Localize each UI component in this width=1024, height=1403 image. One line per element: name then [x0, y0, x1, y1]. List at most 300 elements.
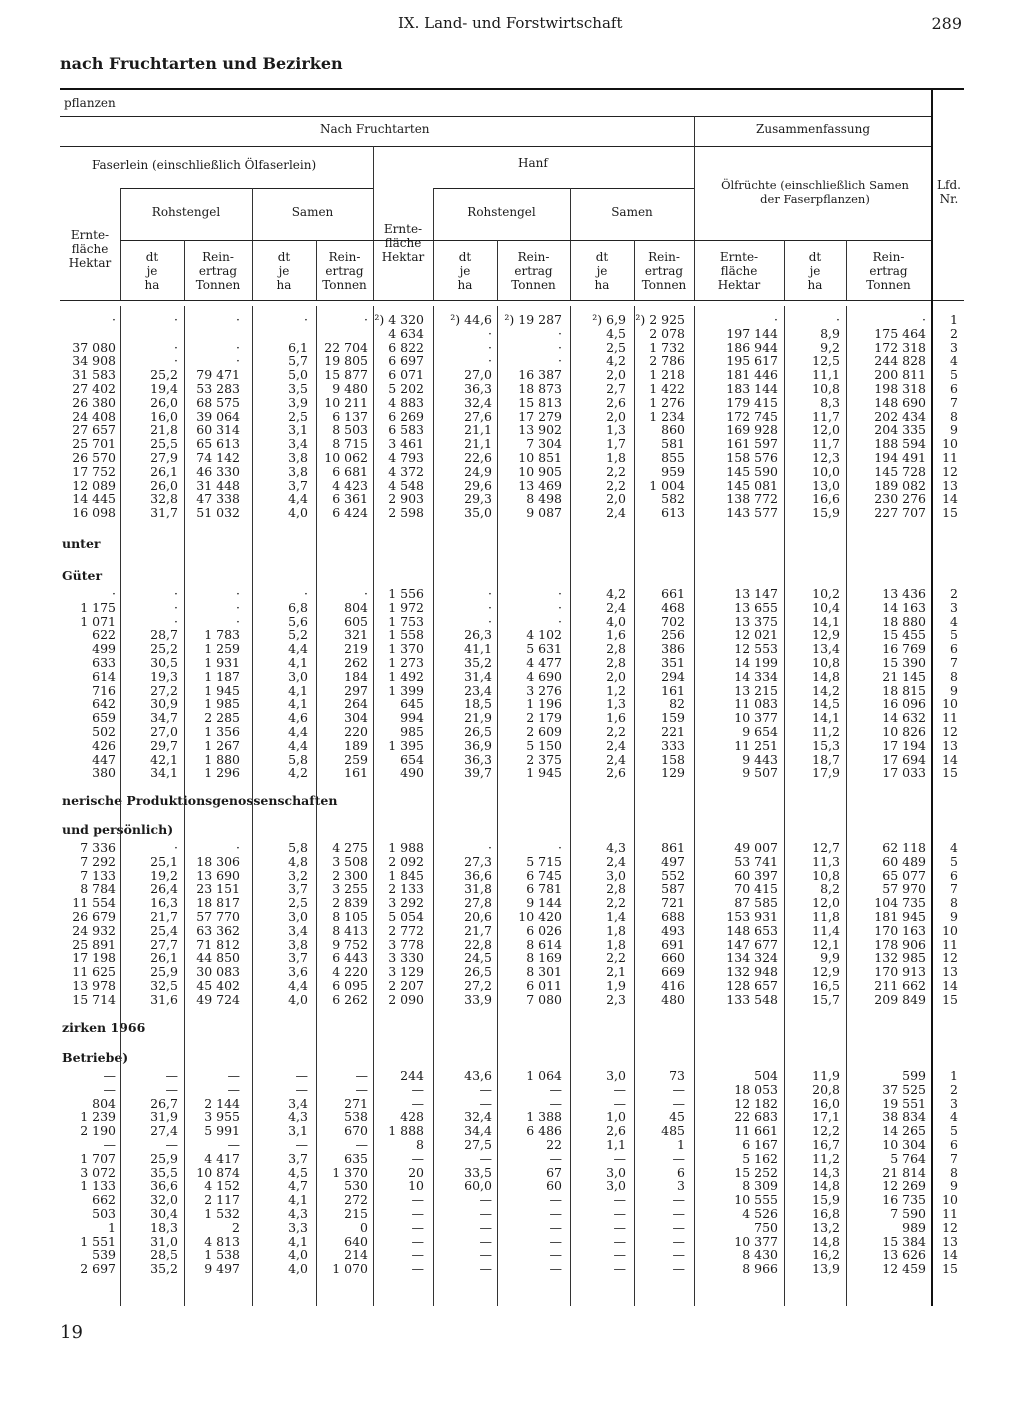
table-cell: 12,5: [812, 353, 840, 369]
row-number: 15: [942, 505, 958, 521]
table-cell: 8 413: [332, 922, 368, 938]
table-cell: 447: [92, 751, 116, 767]
table-cell: 181 945: [874, 909, 926, 924]
table-cell: 4 813: [204, 1233, 240, 1249]
table-cell: 1 004: [649, 477, 685, 493]
table-cell: 259: [344, 751, 368, 767]
table-cell: 16,7: [812, 1137, 840, 1152]
table-cell: 32,8: [150, 491, 178, 507]
table-cell: 1 845: [388, 867, 424, 883]
table-cell: 179 415: [726, 394, 778, 410]
table-cell: ·: [112, 312, 116, 327]
table-cell: 4 152: [204, 1178, 240, 1194]
table-cell: 11 083: [734, 696, 778, 712]
table-cell: 57 970: [882, 881, 926, 897]
hanf-roh-rein-h3: Tonnen: [511, 278, 556, 292]
row-number: 6: [950, 1137, 958, 1152]
row-number: 10: [942, 436, 958, 452]
table-cell: 1 239: [80, 1109, 116, 1125]
table-cell: 8 614: [526, 936, 562, 952]
table-cell: 21,1: [464, 422, 492, 438]
table-cell: 1 532: [204, 1206, 240, 1221]
table-cell: 49 007: [734, 840, 778, 855]
table-cell: ·: [174, 339, 178, 355]
table-cell: 30,5: [150, 655, 178, 670]
table-cell: 4,0: [288, 1261, 308, 1277]
table-cell: 60 397: [734, 867, 778, 883]
body-rule-5: [373, 306, 374, 1306]
table-cell: 133 548: [726, 991, 778, 1007]
table-cell: 31,8: [464, 881, 492, 897]
table-cell: —: [479, 1192, 492, 1208]
page-number: 289: [931, 14, 962, 33]
table-cell: 23 151: [196, 881, 240, 897]
table-cell: 32,5: [150, 978, 178, 993]
table-cell: 1 276: [649, 394, 685, 410]
table-cell: 158 576: [726, 450, 778, 465]
row-number: 12: [942, 1219, 958, 1235]
table-cell: 227 707: [874, 505, 926, 521]
table-cell: 87 585: [734, 895, 778, 911]
table-cell: 31,6: [150, 991, 178, 1007]
table-cell: 22,8: [464, 936, 492, 952]
table-cell: 22 683: [734, 1109, 778, 1125]
row-number: 13: [942, 964, 958, 980]
row-number: 6: [950, 381, 958, 396]
table-cell: 3,6: [288, 964, 308, 980]
oelfruechte-heading-line1: Ölfrüchte (einschließlich Samen: [721, 178, 909, 192]
table-cell: 19,2: [150, 867, 178, 883]
table-cell: 10 826: [882, 724, 926, 739]
table-cell: 14 632: [882, 710, 926, 726]
table-cell: —: [549, 1261, 562, 1277]
table-cell: 24,5: [464, 950, 492, 966]
table-cell: 175 464: [874, 325, 926, 341]
table-cell: 304: [344, 710, 368, 726]
table-cell: 11,2: [812, 724, 840, 739]
table-cell: 1,9: [606, 978, 626, 993]
table-cell: 6,8: [288, 599, 308, 615]
table-cell: 2,6: [606, 1123, 626, 1139]
table-cell: 26,3: [464, 627, 492, 643]
table-cell: 669: [661, 964, 685, 980]
table-cell: 27,0: [150, 724, 178, 739]
table-row: [60, 1124, 964, 1138]
table-cell: —: [549, 1192, 562, 1208]
table-cell: 33,5: [464, 1164, 492, 1180]
table-cell: 12,1: [812, 936, 840, 952]
table-cell: 3 292: [388, 895, 424, 911]
table-cell: 14 334: [734, 668, 778, 684]
body-rule-lfd: [931, 300, 933, 1306]
table-cell: 244 828: [874, 353, 926, 369]
table-cell: 5 991: [204, 1123, 240, 1139]
table-cell: —: [549, 1219, 562, 1235]
table-cell: 4 883: [388, 394, 424, 410]
table-cell: 221: [661, 724, 685, 739]
table-cell: 4,8: [288, 853, 308, 869]
table-cell: 4,4: [288, 641, 308, 657]
table-cell: 30,4: [150, 1206, 178, 1221]
table-cell: 11,4: [812, 922, 840, 938]
table-cell: 702: [661, 613, 685, 629]
table-cell: ²) 44,6: [450, 312, 492, 327]
table-cell: 189: [344, 737, 368, 753]
table-cell: 8 169: [526, 950, 562, 966]
table-cell: 2 117: [204, 1192, 240, 1208]
table-cell: 9 497: [204, 1261, 240, 1277]
faserlein-erntefl-h1: Ernte-: [70, 228, 110, 242]
table-cell: 688: [661, 909, 685, 924]
table-cell: 73: [669, 1068, 685, 1083]
table-cell: 1 753: [388, 613, 424, 629]
table-cell: 4,0: [288, 1247, 308, 1263]
section-label: und persönlich): [62, 822, 174, 837]
table-cell: 6 137: [332, 408, 368, 424]
table-cell: 17 694: [882, 751, 926, 767]
table-cell: 3,5: [288, 381, 308, 396]
table-cell: 39 064: [196, 408, 240, 424]
oel-dt-h1: dt: [808, 250, 822, 264]
table-cell: 16,8: [812, 1206, 840, 1221]
table-cell: 4,1: [288, 696, 308, 712]
table-cell: 504: [754, 1068, 778, 1083]
table-cell: 4 690: [526, 668, 562, 684]
table-cell: 37 525: [882, 1081, 926, 1097]
table-cell: 4,7: [288, 1178, 308, 1194]
table-cell: 3,0: [606, 1164, 626, 1180]
oel-erntefl-h1: Ernte-: [719, 250, 759, 264]
table-cell: 3 461: [388, 436, 424, 452]
table-cell: 43,6: [464, 1068, 492, 1083]
row-number: 3: [950, 1095, 958, 1111]
table-row: [60, 684, 964, 698]
table-cell: 12 182: [734, 1095, 778, 1111]
table-cell: 36,9: [464, 737, 492, 753]
table-cell: 17,9: [812, 765, 840, 781]
table-cell: 8 301: [526, 964, 562, 980]
table-cell: 25,1: [150, 853, 178, 869]
row-number: 7: [950, 881, 958, 897]
table-cell: —: [672, 1233, 685, 1249]
table-cell: 493: [661, 922, 685, 938]
table-cell: 3,4: [288, 436, 308, 452]
row-number: 9: [950, 682, 958, 698]
table-cell: 426: [92, 737, 116, 753]
table-cell: 1,8: [606, 936, 626, 952]
table-cell: 18 053: [734, 1081, 778, 1097]
table-cell: 20: [408, 1164, 424, 1180]
table-cell: 2 190: [80, 1123, 116, 1139]
table-row: [60, 423, 964, 437]
oel-dt-h2: je: [809, 264, 821, 278]
table-cell: 16 098: [72, 505, 116, 521]
faserlein-roh-rein-h1: Rein-: [202, 250, 234, 264]
row-number: 14: [942, 751, 958, 767]
row-number: 2: [950, 586, 958, 601]
table-cell: 6 424: [332, 505, 368, 521]
row-number: 2: [950, 325, 958, 341]
table-cell: 530: [344, 1178, 368, 1194]
table-cell: 184: [344, 668, 368, 684]
table-cell: 10 874: [196, 1164, 240, 1180]
table-cell: ·: [558, 586, 562, 601]
table-cell: 16,0: [812, 1095, 840, 1111]
table-cell: 27,2: [464, 978, 492, 993]
table-cell: 27,9: [150, 450, 178, 465]
table-cell: 10 211: [324, 394, 368, 410]
table-cell: 670: [344, 1123, 368, 1139]
table-cell: 26,1: [150, 463, 178, 479]
body-rule-2: [184, 306, 185, 1306]
table-cell: —: [295, 1068, 308, 1083]
table-cell: 989: [902, 1219, 926, 1235]
table-cell: 169 928: [726, 422, 778, 438]
table-cell: 660: [661, 950, 685, 966]
table-cell: 195 617: [726, 353, 778, 369]
table-cell: 1 880: [204, 751, 240, 767]
table-cell: 6: [677, 1164, 685, 1180]
table-cell: 321: [344, 627, 368, 643]
table-cell: 32,0: [150, 1192, 178, 1208]
row-number: 6: [950, 867, 958, 883]
table-row: [60, 656, 964, 670]
table-row: [60, 327, 964, 341]
table-cell: 12 021: [734, 627, 778, 643]
table-cell: —: [355, 1081, 368, 1097]
table-cell: 1 972: [388, 599, 424, 615]
table-cell: 181 446: [726, 367, 778, 383]
table-cell: 17 194: [882, 737, 926, 753]
table-cell: 1,6: [606, 710, 626, 726]
hanf-heading: Hanf: [518, 156, 548, 170]
table-cell: 13 436: [882, 586, 926, 601]
table-cell: 659: [92, 710, 116, 726]
table-cell: 8,2: [820, 881, 840, 897]
row-number: 4: [950, 613, 958, 629]
table-cell: 9,9: [820, 950, 840, 966]
table-cell: 1 370: [388, 641, 424, 657]
table-cell: —: [227, 1137, 240, 1152]
table-cell: 1 985: [204, 696, 240, 712]
table-cell: 11 661: [734, 1123, 778, 1139]
table-cell: 11 625: [72, 964, 116, 980]
table-row: [60, 670, 964, 684]
header-rule-2: [60, 146, 931, 147]
table-cell: 1,3: [606, 696, 626, 712]
table-cell: 145 590: [726, 463, 778, 479]
table-cell: 272: [344, 1192, 368, 1208]
table-cell: 490: [400, 765, 424, 781]
table-cell: 15,9: [812, 1192, 840, 1208]
table-cell: ·: [236, 613, 240, 629]
table-cell: 1,2: [606, 682, 626, 698]
table-cell: 32,4: [464, 1109, 492, 1125]
table-row: [60, 993, 964, 1007]
table-cell: —: [295, 1081, 308, 1097]
table-cell: 13 978: [72, 978, 116, 993]
table-cell: 10 851: [518, 450, 562, 465]
table-cell: 8 498: [526, 491, 562, 507]
table-cell: 552: [661, 867, 685, 883]
table-cell: 14 445: [72, 491, 116, 507]
table-cell: 5 202: [388, 381, 424, 396]
table-cell: 18 306: [196, 853, 240, 869]
table-cell: 4 526: [742, 1206, 778, 1221]
table-cell: 183 144: [726, 381, 778, 396]
table-cell: 27 657: [72, 422, 116, 438]
table-cell: 3,2: [288, 867, 308, 883]
table-cell: 3,7: [288, 950, 308, 966]
table-cell: —: [549, 1206, 562, 1221]
table-cell: 3 276: [526, 682, 562, 698]
row-number: 11: [942, 1206, 958, 1221]
table-cell: 2 179: [526, 710, 562, 726]
row-number: 5: [950, 367, 958, 383]
table-cell: 3,1: [288, 1123, 308, 1139]
table-cell: 691: [661, 936, 685, 952]
table-cell: 5 054: [388, 909, 424, 924]
table-cell: ²) 4 320: [374, 312, 424, 327]
table-cell: 31,4: [464, 668, 492, 684]
table-cell: 642: [92, 696, 116, 712]
table-cell: 17 752: [72, 463, 116, 479]
table-cell: 12 269: [882, 1178, 926, 1194]
table-cell: 21,7: [464, 922, 492, 938]
table-cell: 1,4: [606, 909, 626, 924]
table-cell: 8 715: [332, 436, 368, 452]
table-cell: 200 811: [874, 367, 926, 383]
table-cell: 11,2: [812, 1150, 840, 1166]
table-row: [60, 697, 964, 711]
table-cell: 2 285: [204, 710, 240, 726]
row-number: 15: [942, 1261, 958, 1277]
table-cell: 24 408: [72, 408, 116, 424]
faserlein-roh-dt-h1: dt: [145, 250, 159, 264]
table-cell: ·: [558, 325, 562, 341]
table-row: [60, 615, 964, 629]
body-rule-12: [846, 306, 847, 1306]
table-cell: 2,0: [606, 367, 626, 383]
chapter-heading: IX. Land- und Forstwirtschaft: [398, 14, 623, 32]
table-cell: —: [672, 1081, 685, 1097]
row-number: 2: [950, 1081, 958, 1097]
table-cell: 4,2: [606, 353, 626, 369]
table-cell: —: [355, 1068, 368, 1083]
table-cell: 9 654: [742, 724, 778, 739]
table-cell: 20,6: [464, 909, 492, 924]
table-cell: 1,6: [606, 627, 626, 643]
table-cell: 7 133: [80, 867, 116, 883]
table-cell: —: [672, 1206, 685, 1221]
table-cell: 3 330: [388, 950, 424, 966]
table-cell: 24 932: [72, 922, 116, 938]
table-cell: 1: [108, 1219, 116, 1235]
table-cell: 13,2: [812, 1219, 840, 1235]
table-cell: 18,3: [150, 1219, 178, 1235]
table-cell: 8 966: [742, 1261, 778, 1277]
table-cell: 16 387: [518, 367, 562, 383]
table-cell: —: [355, 1137, 368, 1152]
table-cell: 855: [661, 450, 685, 465]
table-cell: 1 296: [204, 765, 240, 781]
table-cell: —: [672, 1219, 685, 1235]
table-cell: 3,4: [288, 922, 308, 938]
faserlein-heading: Faserlein (einschließlich Ölfaserlein): [92, 158, 317, 172]
table-cell: 60,0: [464, 1178, 492, 1194]
faserlein-sam-dt-h2: je: [278, 264, 290, 278]
faserlein-erntefl-h2: fläche: [71, 242, 109, 256]
table-cell: 2,6: [606, 394, 626, 410]
table-cell: 16,2: [812, 1247, 840, 1263]
table-cell: 1,0: [606, 1109, 626, 1125]
row-number: 13: [942, 477, 958, 493]
row-number: 3: [950, 339, 958, 355]
hanf-erntefl-h2: fläche: [384, 236, 422, 250]
table-cell: 8 784: [80, 881, 116, 897]
table-cell: 198 318: [874, 381, 926, 396]
table-cell: 4,4: [288, 737, 308, 753]
table-cell: 211 662: [874, 978, 926, 993]
table-cell: 4,1: [288, 655, 308, 670]
table-cell: 12 459: [882, 1261, 926, 1277]
table-cell: 9 087: [526, 505, 562, 521]
table-cell: 21,1: [464, 436, 492, 452]
faserlein-roh-rein-h3: Tonnen: [195, 278, 241, 292]
table-cell: 53 283: [196, 381, 240, 396]
table-cell: 34 908: [72, 353, 116, 369]
table-cell: 6 361: [332, 491, 368, 507]
table-cell: 959: [661, 463, 685, 479]
table-cell: 3,8: [288, 463, 308, 479]
table-cell: 4,0: [288, 991, 308, 1007]
table-cell: ·: [364, 586, 368, 601]
row-number: 6: [950, 641, 958, 657]
table-top-rule: [60, 88, 964, 90]
table-cell: 36,3: [464, 751, 492, 767]
table-cell: 25,2: [150, 641, 178, 657]
table-cell: 25,9: [150, 1150, 178, 1166]
table-cell: —: [613, 1219, 626, 1235]
table-cell: 7 304: [526, 436, 562, 452]
table-cell: 1 259: [204, 641, 240, 657]
table-cell: 2,8: [606, 641, 626, 657]
table-cell: ·: [488, 339, 492, 355]
table-cell: 6 583: [388, 422, 424, 438]
table-cell: 27,8: [464, 895, 492, 911]
oel-erntefl-h3: Hektar: [717, 278, 761, 292]
table-cell: 428: [400, 1109, 424, 1125]
table-row: [60, 1083, 964, 1097]
table-cell: 6 167: [742, 1137, 778, 1152]
row-number: 12: [942, 950, 958, 966]
table-cell: 2,2: [606, 895, 626, 911]
row-number: 11: [942, 936, 958, 952]
table-cell: 39,7: [464, 765, 492, 781]
table-cell: —: [165, 1068, 178, 1083]
table-cell: 1 888: [388, 1123, 424, 1139]
table-cell: 503: [92, 1206, 116, 1221]
table-row: [60, 313, 964, 327]
row-number: 9: [950, 422, 958, 438]
table-cell: 4,5: [606, 325, 626, 341]
table-cell: —: [672, 1247, 685, 1263]
table-cell: 26,5: [464, 724, 492, 739]
table-cell: 5,0: [288, 367, 308, 383]
table-cell: 29,6: [464, 477, 492, 493]
table-cell: 10: [408, 1178, 424, 1194]
table-cell: 15 714: [72, 991, 116, 1007]
